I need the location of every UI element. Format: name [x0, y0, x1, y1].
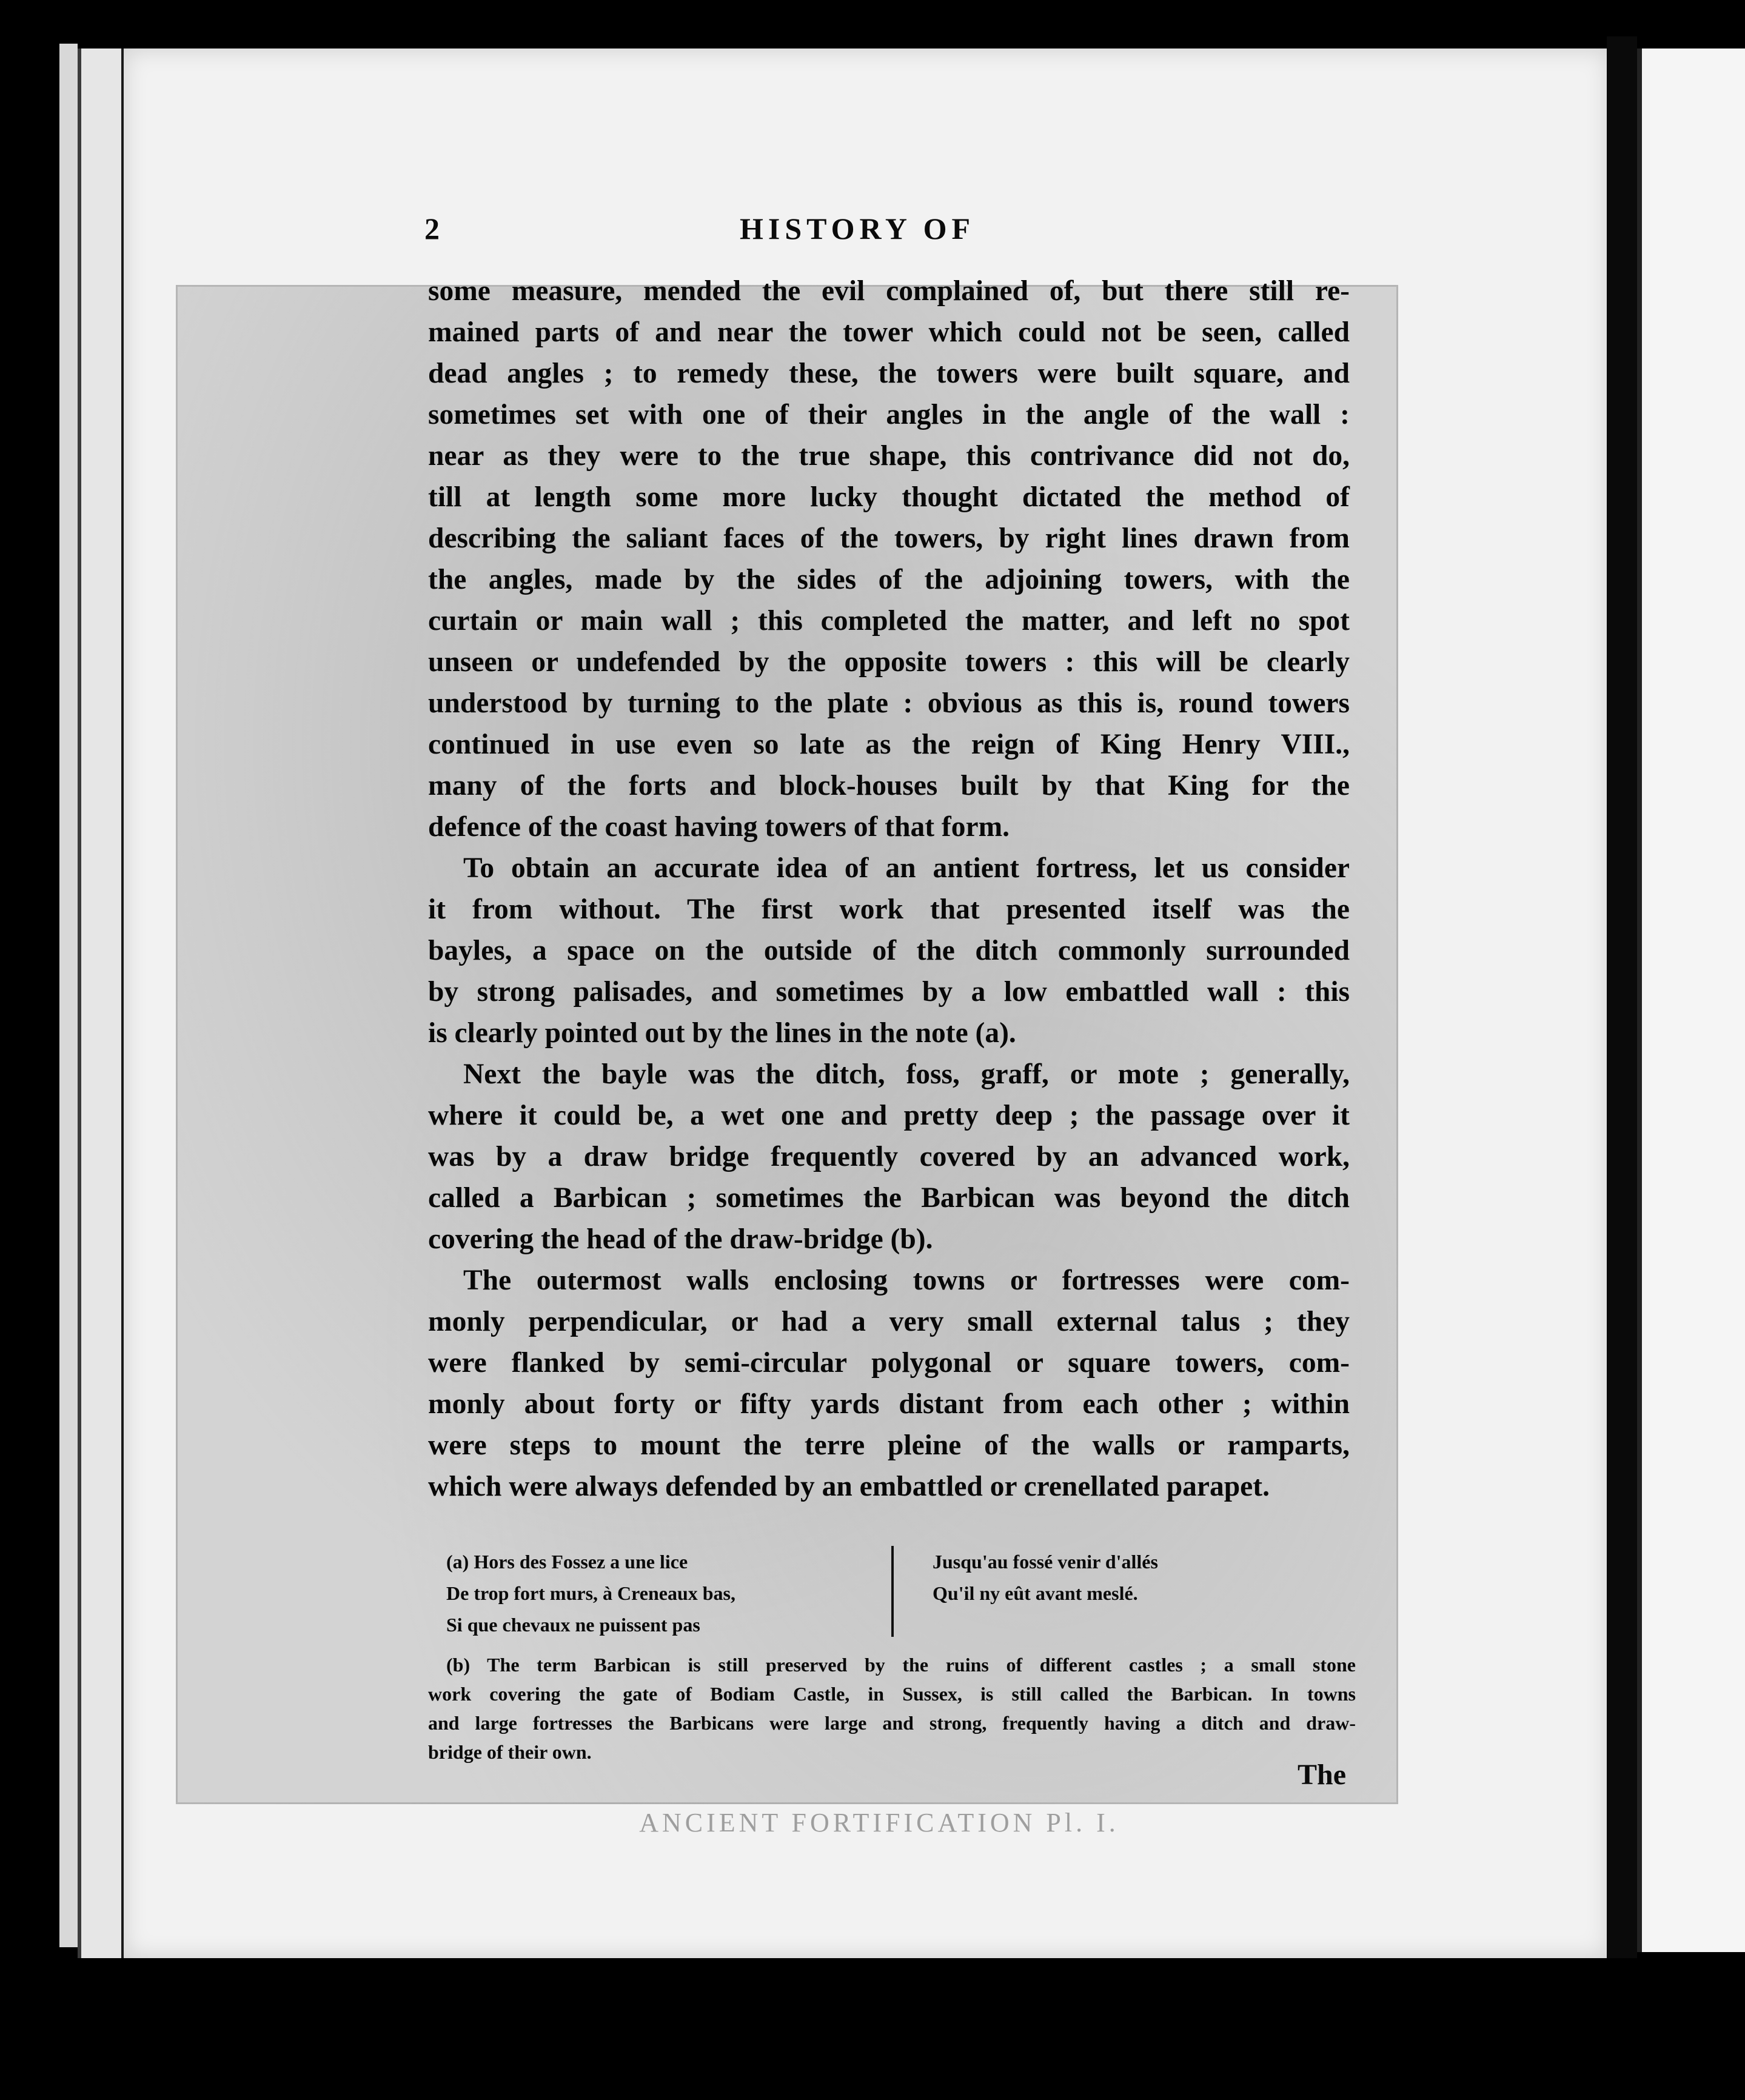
- text-line: it from without. The first work that presented itself was the: [428, 894, 1350, 925]
- book-gutter: [1607, 36, 1637, 1958]
- text-line: is clearly pointed out by the lines in the note (a).: [428, 1017, 1016, 1049]
- page-stack-edge: [59, 44, 78, 1947]
- footnotes: [428, 1546, 1356, 1767]
- text-line: many of the forts and block-houses built by that King for the: [428, 770, 1350, 801]
- page-number: 2: [424, 212, 444, 246]
- text-line: near as they were to the true shape, this contrivance did not do,: [428, 440, 1350, 472]
- text-line: which were always defended by an embattled or crenellated parapet.: [428, 1471, 1270, 1502]
- text-line: defence of the coast having towers of that form.: [428, 811, 1010, 843]
- footnote-line: (b) The term Barbican is still preserved by the ruins of different castles ; a small stone: [446, 1654, 1356, 1676]
- footnote-line: work covering the gate of Bodiam Castle, in Sussex, is still called the Barbican. In towns: [428, 1683, 1356, 1705]
- text-line: by strong palisades, and sometimes by a low embattled wall : this: [428, 976, 1350, 1008]
- text-line: The outermost walls enclosing towns or fortresses were com-: [463, 1265, 1350, 1296]
- text-line: was by a draw bridge frequently covered by an advanced work,: [428, 1141, 1350, 1172]
- text-line: the angles, made by the sides of the adjoining towers, with the: [428, 564, 1350, 595]
- text-line: where it could be, a wet one and pretty deep ; the passage over it: [428, 1100, 1350, 1131]
- text-line: till at length some more lucky thought dictated the method of: [428, 481, 1350, 513]
- text-line: unseen or undefended by the opposite towers : this will be clearly: [428, 646, 1350, 678]
- footnote-b: [428, 1650, 1356, 1767]
- facing-page-edge: [1637, 48, 1745, 1952]
- text-line: continued in use even so late as the reign of King Henry VIII.,: [428, 729, 1350, 760]
- verse-line: Qu'il ny eût avant meslé.: [933, 1582, 1138, 1604]
- verse-divider: [891, 1546, 894, 1637]
- text-line: were steps to mount the terre pleine of the walls or ramparts,: [428, 1430, 1350, 1461]
- text-line: called a Barbican ; sometimes the Barbican was beyond the ditch: [428, 1182, 1350, 1214]
- text-line: covering the head of the draw-bridge (b).: [428, 1223, 933, 1255]
- footnote-a-verse-left: [446, 1546, 735, 1640]
- text-line: To obtain an accurate idea of an antient fortress, let us consider: [463, 852, 1350, 884]
- footnote-a-verse-right: [933, 1546, 1158, 1609]
- verse-line: De trop fort murs, à Creneaux bas,: [446, 1582, 735, 1604]
- paragraph: [428, 1260, 1350, 1507]
- body-text: [428, 270, 1350, 1507]
- text-line: understood by turning to the plate : obvious as this is, round towers: [428, 687, 1350, 719]
- verse-line: Si que chevaux ne puissent pas: [446, 1614, 700, 1636]
- text-line: sometimes set with one of their angles in the angle of the wall :: [428, 399, 1350, 430]
- paragraph: [428, 270, 1350, 848]
- text-line: mained parts of and near the tower which could not be seen, called: [428, 316, 1350, 348]
- paragraph: [428, 848, 1350, 1054]
- plate-title: ANCIENT FORTIFICATION Pl. I.: [639, 1808, 1119, 1837]
- verse-line: (a) Hors des Fossez a une lice: [446, 1551, 688, 1573]
- footnote-a: [428, 1546, 1356, 1642]
- text-line: some measure, mended the evil complained of, but there still re-: [428, 275, 1350, 307]
- text-line: curtain or main wall ; this completed the matter, and left no spot: [428, 605, 1350, 637]
- verse-line: Jusqu'au fossé venir d'allés: [933, 1551, 1158, 1573]
- text-line: Next the bayle was the ditch, foss, graff, or mote ; generally,: [463, 1058, 1350, 1090]
- catchword: The: [1298, 1759, 1347, 1791]
- page-stack-edge-inner: [78, 48, 124, 1958]
- text-line: monly perpendicular, or had a very small external talus ; they: [428, 1306, 1350, 1337]
- text-line: bayles, a space on the outside of the ditch commonly surrounded: [428, 935, 1350, 966]
- footnote-line: and large fortresses the Barbicans were large and strong, frequently having a ditch and draw-: [428, 1712, 1356, 1734]
- text-line: dead angles ; to remedy these, the towers were built square, and: [428, 358, 1350, 389]
- running-head: HISTORY OF: [740, 212, 976, 246]
- page-header: [424, 211, 1364, 253]
- paragraph: [428, 1054, 1350, 1260]
- footnote-line: bridge of their own.: [428, 1741, 592, 1763]
- plate-caption-bleed: [364, 1807, 1395, 1839]
- text-line: monly about forty or fifty yards distant from each other ; within: [428, 1388, 1350, 1420]
- text-line: describing the saliant faces of the towers, by right lines drawn from: [428, 523, 1350, 554]
- text-line: were flanked by semi-circular polygonal or square towers, com-: [428, 1347, 1350, 1379]
